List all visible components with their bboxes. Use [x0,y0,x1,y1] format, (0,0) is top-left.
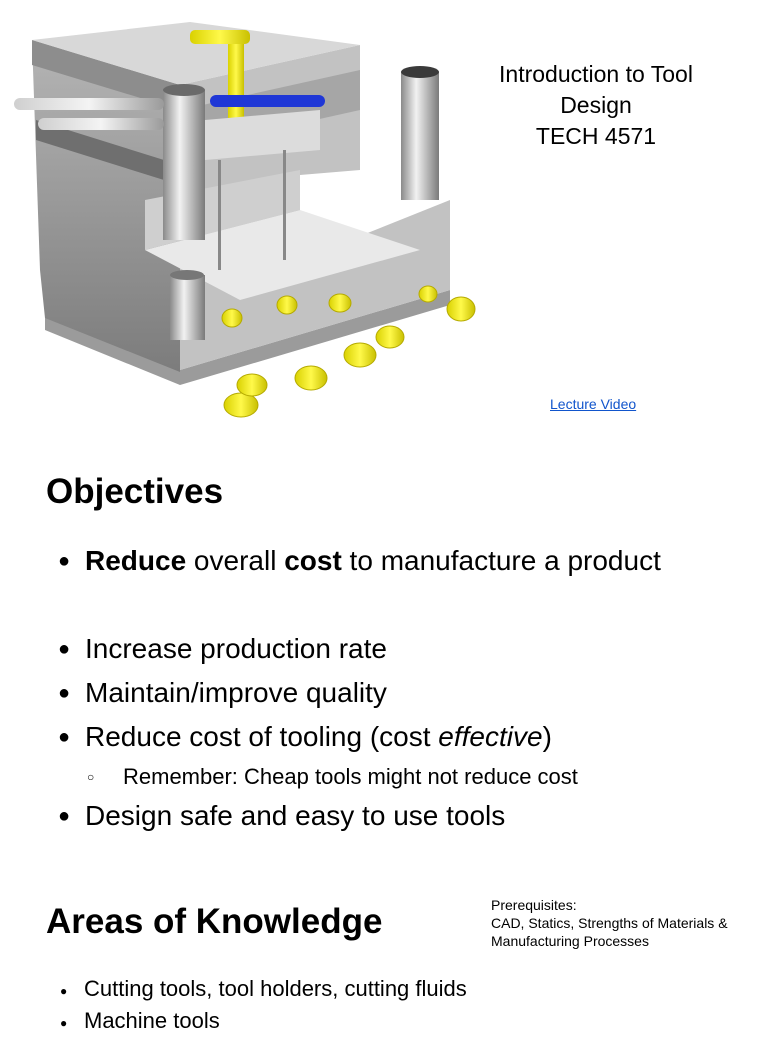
title-slide [0,0,768,432]
prerequisites-text: CAD, Statics, Strengths of Materials & Manufacturing Processes [491,915,728,949]
bullet-text-run: Maintain/improve quality [85,677,387,708]
bullet-text-run: Design safe and easy to use tools [85,800,506,831]
areas-slide [0,862,768,1033]
sub-bullet-cheap-tools [87,762,578,792]
bullet-text-run: overall [186,545,285,576]
bullet-safe-design [58,794,705,838]
bullet-text [85,633,387,664]
bullet-production-rate [58,627,705,671]
objectives-slide [0,432,768,862]
knowledge-item-text: Machine tools [84,1008,220,1033]
bullet-dot-icon: ● [58,805,71,827]
objectives-heading: Objectives [46,472,224,511]
title-line-3: TECH 4571 [535,123,657,149]
knowledge-item-text: Cutting tools, tool holders, cutting fluids [84,976,467,1001]
knowledge-item [60,974,467,1004]
bullet-dot-icon: ● [60,984,68,998]
presentation-title [470,59,722,152]
bullet-text-run: Reduce cost of tooling (cost [85,721,439,752]
bullet-tooling-cost [58,715,705,759]
bullet-reduce-cost [58,539,705,583]
bullet-quality [58,671,705,715]
bullet-text-run: ) [542,721,552,752]
bullet-dot-icon: ● [58,726,71,748]
lecture-video-link[interactable]: Lecture Video [550,396,637,412]
bullet-text-run: effective [438,721,543,752]
bullet-dot-icon: ● [58,682,71,704]
prerequisites-title: Prerequisites: [491,897,577,913]
bullet-text-run: to manufacture a product [341,545,661,576]
sub-bullet-text: Remember: Cheap tools might not reduce cost [123,764,578,789]
bullet-text [85,721,552,752]
title-line-1: Introduction to Tool [499,61,693,87]
bullet-text [85,545,661,576]
bullet-text-run: Reduce [85,545,187,576]
bullet-text-run: Increase production rate [85,633,387,664]
prerequisites-note [491,896,761,950]
areas-heading: Areas of Knowledge [46,902,383,941]
bullet-text [85,677,387,708]
title-line-2: Design [560,92,632,118]
sub-bullet-ring-icon: ○ [87,770,95,784]
bullet-dot-icon: ● [58,550,71,572]
bullet-dot-icon: ● [58,638,71,660]
bullet-text-run: cost [284,545,342,576]
knowledge-item [60,1006,220,1036]
bullet-dot-icon: ● [60,1016,68,1030]
bullet-text [85,800,505,831]
